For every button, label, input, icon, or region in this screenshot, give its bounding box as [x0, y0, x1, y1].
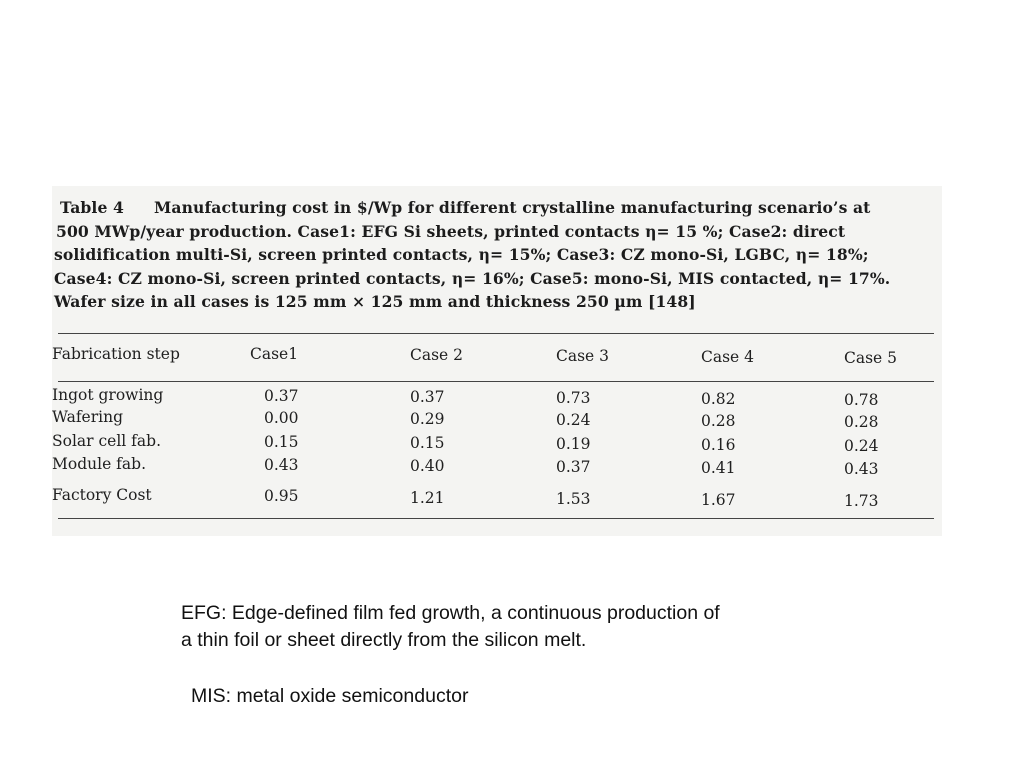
- table-cell: 0.29: [410, 410, 445, 428]
- table-cell: 0.37: [264, 387, 299, 405]
- table-cell: 0.73: [556, 389, 591, 407]
- scanned-table-image: [52, 186, 942, 536]
- table-cell: 1.53: [556, 490, 591, 508]
- table-cell: Factory Cost: [52, 486, 152, 504]
- table-cell: 0.00: [264, 409, 299, 427]
- header-cell: Fabrication step: [52, 345, 180, 363]
- table-label: Table 4: [60, 198, 124, 217]
- table-cell: 0.82: [701, 390, 736, 408]
- table-cell: 0.40: [410, 457, 445, 475]
- table-cell: Solar cell fab.: [52, 432, 162, 450]
- table-cell: 0.24: [556, 411, 591, 429]
- table-top-rule: [58, 333, 934, 334]
- table-cell: Ingot growing: [52, 386, 164, 404]
- table-caption: [54, 196, 940, 314]
- table-cell: 0.19: [556, 435, 591, 453]
- table-cell: 0.41: [701, 459, 736, 477]
- table-cell: 0.95: [264, 487, 299, 505]
- table-cell: 0.15: [410, 434, 445, 452]
- table-cell: 0.15: [264, 433, 299, 451]
- caption-line: Table 4 Manufacturing cost in $/Wp for different crystalline manufacturing scenario’s at: [60, 196, 940, 220]
- table-header-rule: [58, 381, 934, 382]
- header-cell: Case1: [250, 345, 299, 363]
- table-cell: 0.37: [556, 458, 591, 476]
- table-bottom-rule: [58, 518, 934, 519]
- efg-note: [181, 600, 720, 654]
- table-cell: 0.78: [844, 391, 879, 409]
- table-cell: 0.16: [701, 436, 736, 454]
- header-cell: Case 3: [556, 347, 610, 365]
- table-cell: 0.43: [844, 460, 879, 478]
- table-cell: Module fab.: [52, 455, 146, 473]
- table-cell: 0.28: [701, 412, 736, 430]
- efg-note-line: EFG: Edge-defined film fed growth, a continuous production of: [181, 602, 720, 624]
- caption-line: 500 MWp/year production. Case1: EFG Si sheets, printed contacts η= 15 %; Case2: direct: [56, 221, 846, 241]
- table-cell: 1.67: [701, 491, 736, 509]
- table-cell: 0.37: [410, 388, 445, 406]
- table-cell: 0.28: [844, 413, 879, 431]
- efg-note-line: a thin foil or sheet directly from the silicon melt.: [181, 629, 587, 651]
- table-cell: 0.43: [264, 456, 299, 474]
- header-cell: Case 2: [410, 346, 464, 364]
- mis-note: MIS: metal oxide semiconductor: [191, 685, 469, 707]
- caption-line: Case4: CZ mono-Si, screen printed contacts, η= 16%; Case5: mono-Si, MIS contacted, η= 17%.: [54, 268, 891, 288]
- table-cell: 1.73: [844, 492, 879, 510]
- header-cell: Case 4: [701, 348, 755, 366]
- header-cell: Case 5: [844, 349, 898, 367]
- table-cell: 0.24: [844, 437, 879, 455]
- caption-line: solidification multi-Si, screen printed contacts, η= 15%; Case3: CZ mono-Si, LGBC, η= 18%;: [54, 245, 869, 264]
- table-cell: 1.21: [410, 489, 445, 507]
- caption-line: Wafer size in all cases is 125 mm × 125 mm and thickness 250 µm [148]: [54, 292, 696, 311]
- table-cell: Wafering: [52, 408, 124, 426]
